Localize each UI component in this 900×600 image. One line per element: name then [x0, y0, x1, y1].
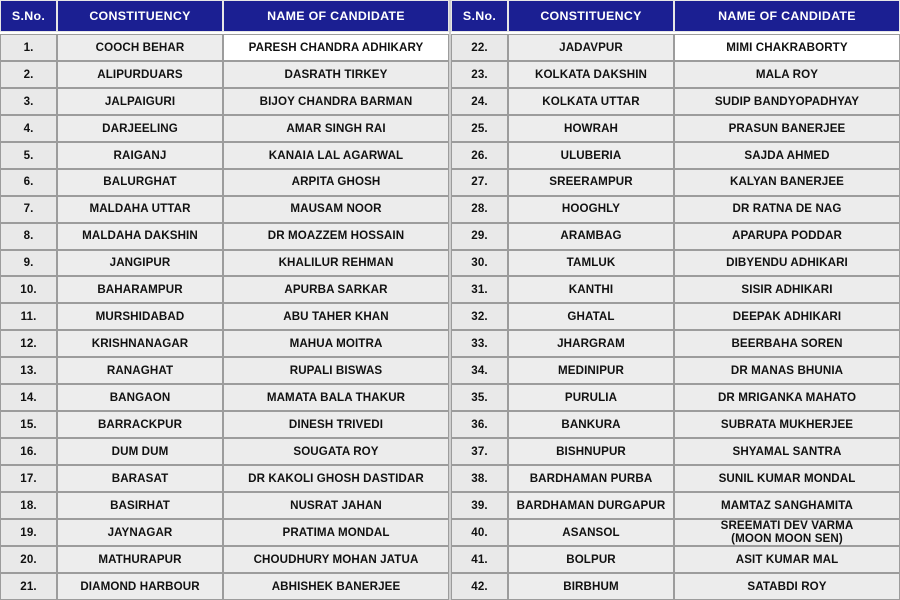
table-row	[451, 492, 900, 519]
row-constituency: BALURGHAT	[57, 169, 223, 196]
row-constituency: DARJEELING	[57, 115, 223, 142]
table-row	[451, 115, 900, 142]
table-row	[451, 330, 900, 357]
row-candidate: DEEPAK ADHIKARI	[674, 303, 900, 330]
row-sno: 40.	[451, 519, 508, 546]
row-candidate: CHOUDHURY MOHAN JATUA	[223, 546, 449, 573]
header-sno: S.No.	[0, 0, 57, 32]
row-candidate: KANAIA LAL AGARWAL	[223, 142, 449, 169]
table-row	[0, 115, 449, 142]
row-constituency: MEDINIPUR	[508, 357, 674, 384]
row-constituency: KANTHI	[508, 276, 674, 303]
row-sno: 8.	[0, 223, 57, 250]
row-sno: 16.	[0, 438, 57, 465]
table-row	[451, 438, 900, 465]
row-sno: 41.	[451, 546, 508, 573]
row-sno: 23.	[451, 61, 508, 88]
row-sno: 19.	[0, 519, 57, 546]
header-candidate: NAME OF CANDIDATE	[223, 0, 449, 32]
row-candidate: DINESH TRIVEDI	[223, 411, 449, 438]
row-sno: 37.	[451, 438, 508, 465]
row-constituency: BARDHAMAN DURGAPUR	[508, 492, 674, 519]
row-candidate: SISIR ADHIKARI	[674, 276, 900, 303]
header-constituency: CONSTITUENCY	[57, 0, 223, 32]
row-candidate: DR MRIGANKA MAHATO	[674, 384, 900, 411]
row-constituency: KRISHNANAGAR	[57, 330, 223, 357]
row-candidate: DR MOAZZEM HOSSAIN	[223, 223, 449, 250]
table-row	[0, 250, 449, 277]
row-candidate: SUBRATA MUKHERJEE	[674, 411, 900, 438]
table-row	[0, 357, 449, 384]
row-constituency: KOLKATA DAKSHIN	[508, 61, 674, 88]
row-sno: 32.	[451, 303, 508, 330]
row-sno: 28.	[451, 196, 508, 223]
row-candidate: DIBYENDU ADHIKARI	[674, 250, 900, 277]
row-candidate: DR KAKOLI GHOSH DASTIDAR	[223, 465, 449, 492]
row-sno: 35.	[451, 384, 508, 411]
row-sno: 30.	[451, 250, 508, 277]
row-constituency: DUM DUM	[57, 438, 223, 465]
table-row	[0, 223, 449, 250]
row-sno: 27.	[451, 169, 508, 196]
row-sno: 6.	[0, 169, 57, 196]
row-candidate: KALYAN BANERJEE	[674, 169, 900, 196]
row-constituency: MALDAHA DAKSHIN	[57, 223, 223, 250]
row-constituency: BISHNUPUR	[508, 438, 674, 465]
row-constituency: KOLKATA UTTAR	[508, 88, 674, 115]
row-sno: 26.	[451, 142, 508, 169]
table-row	[0, 384, 449, 411]
header-sno: S.No.	[451, 0, 508, 32]
row-sno: 11.	[0, 303, 57, 330]
row-sno: 38.	[451, 465, 508, 492]
table-row	[0, 465, 449, 492]
row-constituency: HOWRAH	[508, 115, 674, 142]
row-sno: 20.	[0, 546, 57, 573]
row-candidate: SUNIL KUMAR MONDAL	[674, 465, 900, 492]
table-row	[0, 330, 449, 357]
row-sno: 17.	[0, 465, 57, 492]
row-sno: 42.	[451, 573, 508, 600]
table-row	[451, 384, 900, 411]
row-constituency: JADAVPUR	[508, 34, 674, 61]
row-constituency: BARDHAMAN PURBA	[508, 465, 674, 492]
row-constituency: BANKURA	[508, 411, 674, 438]
row-constituency: RANAGHAT	[57, 357, 223, 384]
row-candidate: BIJOY CHANDRA BARMAN	[223, 88, 449, 115]
row-constituency: JHARGRAM	[508, 330, 674, 357]
row-constituency: BANGAON	[57, 384, 223, 411]
row-constituency: PURULIA	[508, 384, 674, 411]
row-candidate: MIMI CHAKRABORTY	[674, 34, 900, 61]
row-constituency: BARASAT	[57, 465, 223, 492]
table-row	[451, 142, 900, 169]
table-row	[0, 196, 449, 223]
table-row	[0, 573, 449, 600]
row-candidate: ASIT KUMAR MAL	[674, 546, 900, 573]
table-row	[0, 492, 449, 519]
row-sno: 3.	[0, 88, 57, 115]
table-row	[451, 88, 900, 115]
header-candidate: NAME OF CANDIDATE	[674, 0, 900, 32]
table-row	[451, 250, 900, 277]
table-body-right	[451, 34, 900, 600]
table-row	[451, 223, 900, 250]
row-constituency: JALPAIGURI	[57, 88, 223, 115]
row-constituency: DIAMOND HARBOUR	[57, 573, 223, 600]
row-sno: 33.	[451, 330, 508, 357]
row-sno: 22.	[451, 34, 508, 61]
table-row	[0, 61, 449, 88]
row-candidate: DR MANAS BHUNIA	[674, 357, 900, 384]
candidate-table-left	[0, 0, 449, 600]
candidate-table-right	[451, 0, 900, 600]
row-sno: 24.	[451, 88, 508, 115]
row-constituency: JAYNAGAR	[57, 519, 223, 546]
table-row	[451, 303, 900, 330]
row-constituency: BAHARAMPUR	[57, 276, 223, 303]
row-candidate: MAMTAZ SANGHAMITA	[674, 492, 900, 519]
row-sno: 5.	[0, 142, 57, 169]
row-constituency: ASANSOL	[508, 519, 674, 546]
table-row	[451, 169, 900, 196]
row-candidate: MAUSAM NOOR	[223, 196, 449, 223]
row-sno: 18.	[0, 492, 57, 519]
table-row	[451, 573, 900, 600]
row-candidate: NUSRAT JAHAN	[223, 492, 449, 519]
row-constituency: JANGIPUR	[57, 250, 223, 277]
table-row	[451, 357, 900, 384]
table-row	[0, 519, 449, 546]
table-row	[451, 465, 900, 492]
row-candidate: ABU TAHER KHAN	[223, 303, 449, 330]
row-sno: 7.	[0, 196, 57, 223]
row-constituency: ALIPURDUARS	[57, 61, 223, 88]
row-constituency: MATHURAPUR	[57, 546, 223, 573]
row-constituency: GHATAL	[508, 303, 674, 330]
row-sno: 4.	[0, 115, 57, 142]
table-row	[451, 61, 900, 88]
row-constituency: BOLPUR	[508, 546, 674, 573]
row-constituency: BARRACKPUR	[57, 411, 223, 438]
row-constituency: HOOGHLY	[508, 196, 674, 223]
row-sno: 29.	[451, 223, 508, 250]
row-sno: 9.	[0, 250, 57, 277]
row-candidate: SHYAMAL SANTRA	[674, 438, 900, 465]
row-constituency: BASIRHAT	[57, 492, 223, 519]
table-row	[451, 276, 900, 303]
row-sno: 34.	[451, 357, 508, 384]
row-candidate: ABHISHEK BANERJEE	[223, 573, 449, 600]
row-candidate: MALA ROY	[674, 61, 900, 88]
row-sno: 39.	[451, 492, 508, 519]
table-row	[0, 303, 449, 330]
row-constituency: RAIGANJ	[57, 142, 223, 169]
row-sno: 2.	[0, 61, 57, 88]
row-sno: 31.	[451, 276, 508, 303]
row-sno: 15.	[0, 411, 57, 438]
row-candidate: MAMATA BALA THAKUR	[223, 384, 449, 411]
table-row	[451, 411, 900, 438]
row-sno: 36.	[451, 411, 508, 438]
row-constituency: COOCH BEHAR	[57, 34, 223, 61]
row-candidate: MAHUA MOITRA	[223, 330, 449, 357]
row-constituency: MURSHIDABAD	[57, 303, 223, 330]
header-constituency: CONSTITUENCY	[508, 0, 674, 32]
row-sno: 14.	[0, 384, 57, 411]
row-constituency: ULUBERIA	[508, 142, 674, 169]
row-candidate: DASRATH TIRKEY	[223, 61, 449, 88]
table-row	[0, 276, 449, 303]
table-row	[451, 519, 900, 546]
row-candidate: DR RATNA DE NAG	[674, 196, 900, 223]
row-candidate: PARESH CHANDRA ADHIKARY	[223, 34, 449, 61]
row-sno: 12.	[0, 330, 57, 357]
row-constituency: ARAMBAG	[508, 223, 674, 250]
row-constituency: MALDAHA UTTAR	[57, 196, 223, 223]
table-row	[0, 142, 449, 169]
row-sno: 10.	[0, 276, 57, 303]
row-candidate: APURBA SARKAR	[223, 276, 449, 303]
row-candidate: PRASUN BANERJEE	[674, 115, 900, 142]
row-sno: 21.	[0, 573, 57, 600]
table-row	[0, 34, 449, 61]
row-candidate: KHALILUR REHMAN	[223, 250, 449, 277]
row-candidate: SOUGATA ROY	[223, 438, 449, 465]
table-header-row	[0, 0, 449, 34]
row-candidate: SUDIP BANDYOPADHYAY	[674, 88, 900, 115]
table-body-left	[0, 34, 449, 600]
table-row	[451, 546, 900, 573]
row-constituency: SREERAMPUR	[508, 169, 674, 196]
row-candidate: RUPALI BISWAS	[223, 357, 449, 384]
row-sno: 1.	[0, 34, 57, 61]
row-candidate: SAJDA AHMED	[674, 142, 900, 169]
row-sno: 25.	[451, 115, 508, 142]
row-candidate: SATABDI ROY	[674, 573, 900, 600]
table-row	[0, 88, 449, 115]
table-row	[0, 546, 449, 573]
row-candidate: ARPITA GHOSH	[223, 169, 449, 196]
row-sno: 13.	[0, 357, 57, 384]
table-row	[451, 196, 900, 223]
row-candidate: APARUPA PODDAR	[674, 223, 900, 250]
row-candidate: BEERBAHA SOREN	[674, 330, 900, 357]
row-candidate: AMAR SINGH RAI	[223, 115, 449, 142]
table-row	[0, 169, 449, 196]
row-constituency: TAMLUK	[508, 250, 674, 277]
row-candidate: SREEMATI DEV VARMA (MOON MOON SEN)	[674, 519, 900, 546]
row-constituency: BIRBHUM	[508, 573, 674, 600]
table-row	[0, 438, 449, 465]
table-row	[451, 34, 900, 61]
row-candidate: PRATIMA MONDAL	[223, 519, 449, 546]
table-header-row	[451, 0, 900, 34]
table-row	[0, 411, 449, 438]
